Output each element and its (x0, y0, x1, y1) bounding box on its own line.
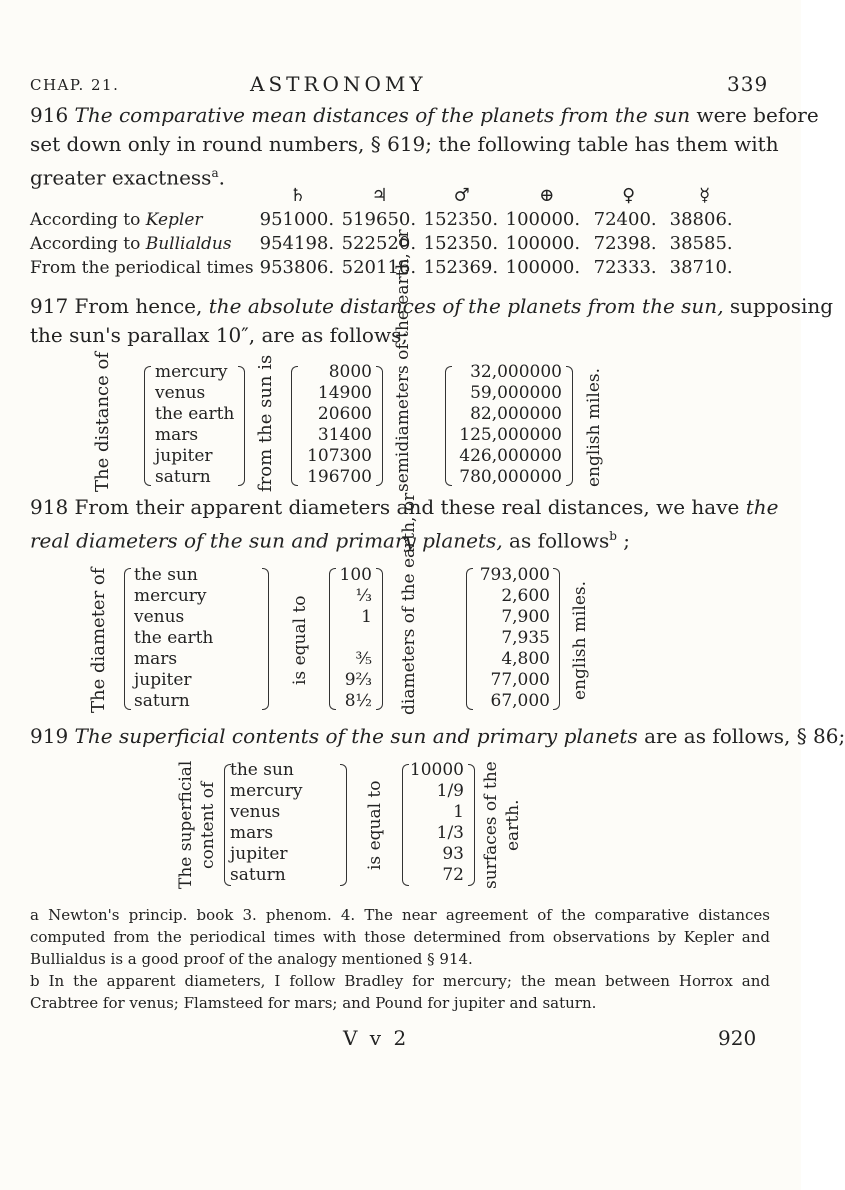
semidiameter-values (300, 362, 372, 488)
unit-text: semidiameters of the earth, or (393, 229, 413, 492)
table-cell: 152350. (423, 209, 499, 230)
table-cell: 100000. (505, 209, 581, 230)
right-brace (238, 366, 245, 486)
table-cell: 953806. (259, 257, 335, 278)
list-item: 2,600 (501, 586, 550, 606)
signature-mark: V v 2 (343, 1026, 410, 1050)
mars-symbol: ♂ (453, 185, 470, 206)
table-cell: 520116. (341, 257, 417, 278)
miles-values (452, 362, 562, 488)
list-item: mercury (155, 362, 228, 382)
paragraph-916-line1 (30, 101, 819, 130)
list-item: 9⅔ (344, 670, 372, 690)
table-cell: 951000. (259, 209, 335, 230)
paragraph-918-line1: 918 From their apparent diameters and these real distances, we have the (30, 495, 779, 519)
table-symbol-row (30, 184, 746, 208)
list-item: 107300 (307, 446, 372, 466)
comparative-distance-table (30, 184, 746, 280)
list-item: saturn (155, 467, 211, 487)
table-cell: 38710. (669, 257, 733, 278)
list-item: the earth (155, 404, 235, 424)
list-item: the earth (134, 628, 214, 648)
table-cell: 72333. (593, 257, 657, 278)
list-item: ⅓ (355, 586, 372, 606)
list-item: jupiter (134, 670, 192, 690)
right-brace (340, 764, 347, 886)
table-cell: 152369. (423, 257, 499, 278)
list-item: 100 (339, 565, 372, 585)
list-item: 31400 (317, 425, 372, 445)
footnote-a: a Newton's princip. book 3. phenom. 4. The near agreement of the comparative distances computed from the periodical times with those determined from observations by Kepler and Bullialdus is a good proof of the analogy mentioned § 914. (30, 906, 770, 968)
catchword: 920 (718, 1026, 757, 1050)
content-label: The superficial content of (176, 760, 218, 890)
list-item: 8000 (328, 362, 372, 382)
list-item: mars (134, 649, 178, 669)
right-brace (553, 568, 560, 710)
list-item: mars (230, 823, 274, 843)
footnote-b: b In the apparent diameters, I follow Bradley for mercury; the mean between Horrox and Crabtree for venus; Flamsteed for mars; and Pound for jupiter and saturn. (30, 972, 770, 1012)
para-title: The comparative mean distances of the planets from the sun (74, 103, 691, 127)
list-item: saturn (134, 691, 190, 711)
chapter-heading: CHAP. 21. (30, 76, 120, 94)
list-item: jupiter (230, 844, 288, 864)
list-item: 20600 (317, 404, 372, 424)
list-item: mercury (230, 781, 303, 801)
list-item (332, 628, 372, 649)
unit-text-miles: english miles. (570, 580, 590, 700)
list-item: 1 (453, 802, 464, 822)
table-cell: 72400. (593, 209, 657, 230)
list-item: 82,000000 (470, 404, 562, 424)
mercury-symbol: ☿ (699, 185, 711, 206)
list-item: 7,900 (501, 607, 550, 627)
table-row (30, 232, 746, 256)
list-item: the sun (230, 760, 294, 780)
paragraph-919: 919 The superficial contents of the sun and primary planets are as follows, § 86; (30, 724, 845, 748)
table-cell: 38585. (669, 233, 733, 254)
right-brace (376, 366, 383, 486)
left-brace (291, 366, 298, 486)
diameter-values (332, 565, 372, 712)
list-item: 793,000 (479, 565, 550, 585)
earth-symbol: ⊕ (539, 185, 555, 206)
list-item: venus (134, 607, 185, 627)
right-brace (376, 568, 383, 710)
list-item: 14900 (317, 383, 372, 403)
paragraph-916-line2: set down only in round numbers, § 619; the following table has them with (30, 132, 779, 156)
para-text: were before (690, 103, 819, 127)
row-label: According to Kepler (30, 210, 203, 230)
left-brace (144, 366, 151, 486)
table-cell: 100000. (505, 233, 581, 254)
venus-symbol: ♀ (622, 185, 636, 206)
list-item: 72 (442, 865, 464, 885)
table-cell: 100000. (505, 257, 581, 278)
row-label: From the periodical times (30, 258, 254, 278)
list-item: venus (230, 802, 281, 822)
list-item: 8½ (344, 691, 372, 711)
unit-text-miles: english miles. (584, 367, 604, 487)
table-cell: 72398. (593, 233, 657, 254)
list-item: mars (155, 425, 199, 445)
row-label: According to Bullialdus (30, 234, 232, 254)
list-item: 67,000 (490, 691, 550, 711)
list-item: saturn (230, 865, 286, 885)
list-item: 125,000000 (459, 425, 562, 445)
connector-text: is equal to (290, 595, 310, 685)
paragraph-917-line2: the sun's parallax 10″, are as follows; (30, 323, 409, 347)
jupiter-symbol: ♃ (371, 185, 388, 206)
list-item: 780,000000 (459, 467, 562, 487)
unit-text: diameters of the earth, or (399, 492, 419, 715)
distance-label: The distance of (92, 351, 113, 492)
list-item: 10000 (409, 760, 464, 780)
planet-list (155, 362, 234, 488)
unit-text: surfaces of the earth. (481, 761, 523, 889)
list-item: jupiter (155, 446, 213, 466)
table-cell: 954198. (259, 233, 335, 254)
paragraph-916-line3: greater exactness$^a$. (30, 165, 225, 190)
connector-text: is equal to (365, 780, 385, 870)
list-item: the sun (134, 565, 198, 585)
para-text: greater exactness (30, 165, 212, 190)
paragraph-917-line1: 917 From hence, the absolute distances of the planets from the sun, supposing (30, 294, 834, 318)
connector-text: from the sun is (255, 354, 276, 492)
body-list (134, 565, 213, 712)
list-item: venus (155, 383, 206, 403)
list-item: 32,000000 (470, 362, 562, 382)
table-cell: 519650. (341, 209, 417, 230)
list-item: mercury (134, 586, 207, 606)
list-item: 4,800 (501, 649, 550, 669)
list-item: 93 (442, 844, 464, 864)
list-item: ⅗ (355, 649, 372, 669)
right-brace (566, 366, 573, 486)
list-item: 1/9 (436, 781, 464, 801)
list-item: 1 (361, 607, 372, 627)
body-list (230, 760, 303, 886)
table-row (30, 256, 746, 280)
list-item: 1/3 (436, 823, 464, 843)
table-cell: 152350. (423, 233, 499, 254)
list-item: 77,000 (490, 670, 550, 690)
diameter-label: The diameter of (88, 567, 109, 713)
miles-values (470, 565, 550, 712)
table-cell: 38806. (669, 209, 733, 230)
list-item: 196700 (307, 467, 372, 487)
table-cell: 522520. (341, 233, 417, 254)
table-row (30, 208, 746, 232)
para-number: 916 (30, 103, 69, 127)
left-brace (445, 366, 452, 486)
left-brace (124, 568, 131, 710)
list-item: 7,935 (501, 628, 550, 648)
paragraph-918-line2: real diameters of the sun and primary planets, as follows$^b$ ; (30, 528, 631, 553)
running-title: ASTRONOMY (250, 72, 427, 96)
footnote-ref-a: a (211, 166, 219, 180)
list-item: 59,000000 (470, 383, 562, 403)
right-brace (262, 568, 269, 710)
saturn-symbol: ♄ (289, 185, 306, 206)
list-item: 426,000000 (459, 446, 562, 466)
page-number: 339 (727, 72, 769, 96)
right-brace (468, 764, 475, 886)
surface-values (400, 760, 464, 886)
footnote-ref-b: b (609, 529, 617, 543)
